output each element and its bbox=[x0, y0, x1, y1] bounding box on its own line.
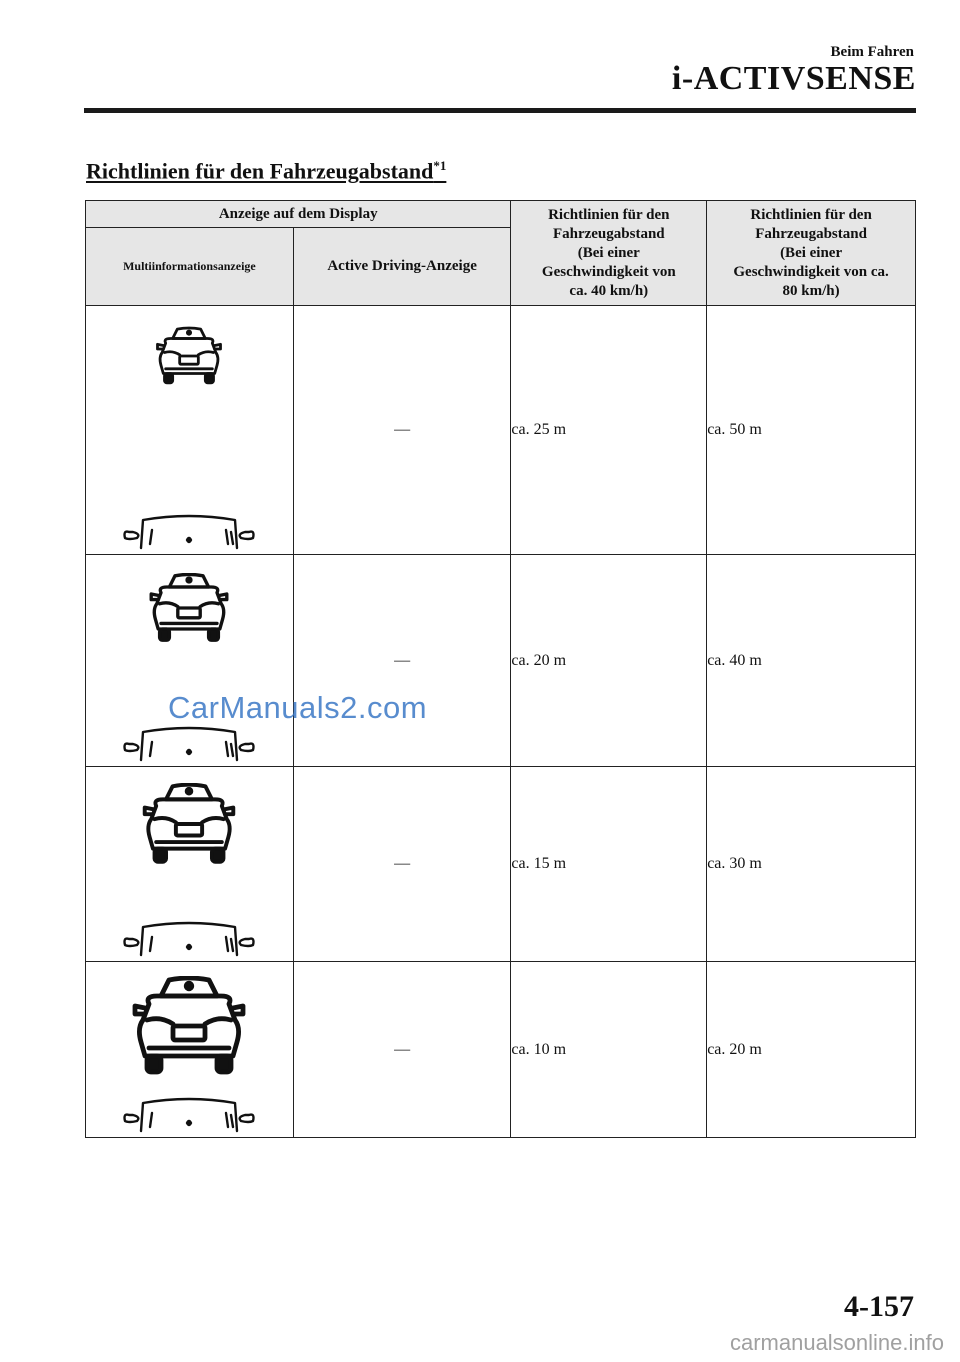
header-line: Geschwindigkeit von bbox=[541, 263, 676, 280]
heading-footnote: *1 bbox=[433, 158, 447, 173]
header-active-driving: Active Driving-Anzeige bbox=[293, 228, 511, 306]
header-distance-40 bbox=[511, 201, 707, 306]
car-rear-icon bbox=[147, 573, 231, 643]
header-line: Richtlinien für den bbox=[548, 206, 670, 223]
chapter-title: i-ACTIVSENSE bbox=[671, 60, 916, 97]
distance-table bbox=[85, 200, 916, 1138]
watermark: CarManuals2.com bbox=[168, 690, 428, 725]
own-car-hood-icon bbox=[119, 917, 259, 957]
display-image bbox=[86, 555, 294, 767]
heading-text: Richtlinien für den Fahrzeugabstand bbox=[86, 158, 434, 184]
distance-80-value: ca. 50 m bbox=[707, 306, 916, 555]
header-line: Geschwindigkeit von ca. bbox=[733, 263, 889, 280]
own-car-hood-icon bbox=[119, 510, 259, 550]
active-driving-value: — bbox=[293, 306, 511, 555]
display-image bbox=[86, 767, 294, 962]
header-line: Fahrzeugabstand bbox=[755, 225, 867, 242]
own-car-hood-icon bbox=[119, 722, 259, 762]
own-car-hood-icon bbox=[119, 1093, 259, 1133]
header-line: 80 km/h) bbox=[782, 282, 840, 299]
page-number: 4-157 bbox=[844, 1290, 914, 1323]
header-line: (Bei einer bbox=[780, 244, 843, 261]
car-rear-icon bbox=[154, 326, 224, 386]
header-multiinfo: Multiinformationsanzeige bbox=[86, 228, 294, 306]
table-row bbox=[86, 767, 916, 962]
header-line: Fahrzeugabstand bbox=[552, 225, 665, 242]
distance-40-value: ca. 20 m bbox=[511, 555, 707, 767]
display-image bbox=[86, 962, 294, 1138]
header-line: Richtlinien für den bbox=[750, 206, 872, 223]
header-distance-80 bbox=[707, 201, 916, 306]
distance-40-value: ca. 25 m bbox=[511, 306, 707, 555]
distance-40-value: ca. 15 m bbox=[511, 767, 707, 962]
table-row bbox=[86, 555, 916, 767]
header-display: Anzeige auf dem Display bbox=[86, 201, 511, 228]
car-rear-icon bbox=[128, 976, 250, 1076]
distance-40-value: ca. 10 m bbox=[511, 962, 707, 1138]
table-row bbox=[86, 962, 916, 1138]
header-line: (Bei einer bbox=[577, 244, 640, 261]
distance-80-value: ca. 20 m bbox=[707, 962, 916, 1138]
active-driving-value: — bbox=[293, 555, 511, 767]
display-image bbox=[86, 306, 294, 555]
distance-80-value: ca. 40 m bbox=[707, 555, 916, 767]
car-rear-icon bbox=[139, 783, 239, 865]
header-rule bbox=[84, 108, 916, 113]
header-line: ca. 40 km/h) bbox=[569, 282, 649, 299]
table-row bbox=[86, 306, 916, 555]
active-driving-value: — bbox=[293, 962, 511, 1138]
section-title: Beim Fahren bbox=[830, 44, 914, 60]
page-heading bbox=[86, 158, 446, 184]
distance-80-value: ca. 30 m bbox=[707, 767, 916, 962]
footer-source: carmanualsonline.info bbox=[729, 1330, 944, 1355]
active-driving-value: — bbox=[293, 767, 511, 962]
